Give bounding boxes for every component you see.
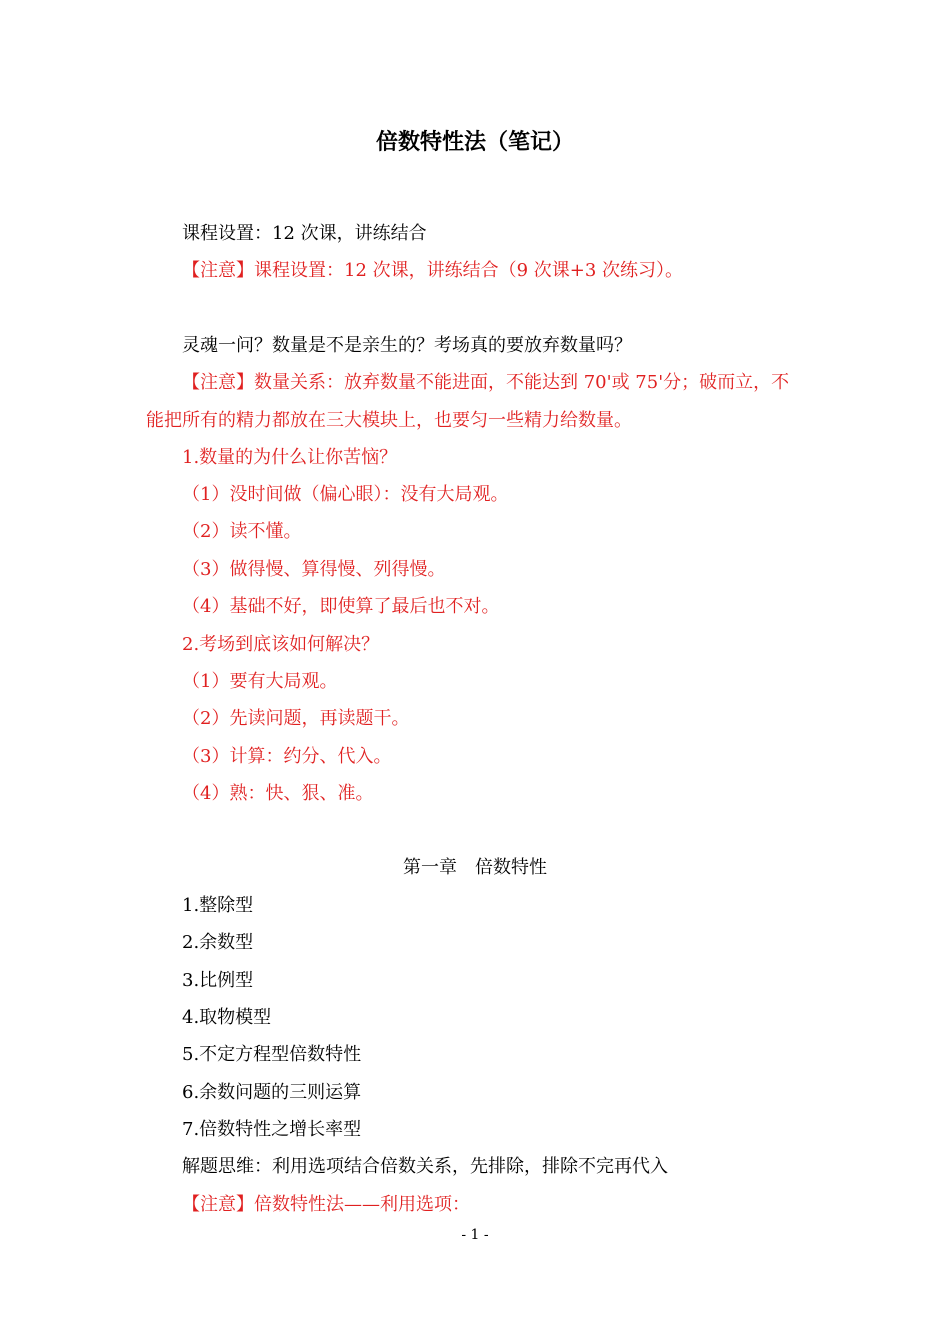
question-2-item: （2）先读问题，再读题干。 bbox=[182, 708, 410, 729]
chapter-title: 第一章 倍数特性 bbox=[403, 857, 547, 878]
note-quantity-line2: 能把所有的精力都放在三大模块上，也要匀一些精力给数量。 bbox=[146, 410, 632, 431]
note-course-setting: 【注意】课程设置：12 次课，讲练结合（9 次课+3 次练习）。 bbox=[182, 260, 684, 281]
chapter-item: 4.取物模型 bbox=[182, 1007, 272, 1028]
solution-thinking: 解题思维：利用选项结合倍数关系，先排除，排除不完再代入 bbox=[182, 1156, 668, 1177]
note-multiple-method: 【注意】倍数特性法——利用选项： bbox=[182, 1194, 470, 1215]
question-2-item: （3）计算：约分、代入。 bbox=[182, 746, 392, 767]
course-setting: 课程设置：12 次课，讲练结合 bbox=[182, 223, 427, 244]
chapter-item: 2.余数型 bbox=[182, 932, 254, 953]
question-1-item: （1）没时间做（偏心眼）：没有大局观。 bbox=[182, 484, 509, 505]
question-1-item: （2）读不懂。 bbox=[182, 521, 302, 542]
question-1-item: （4）基础不好，即使算了最后也不对。 bbox=[182, 596, 500, 617]
question-1: 1.数量的为什么让你苦恼？ bbox=[182, 447, 398, 468]
question-2: 2.考场到底该如何解决？ bbox=[182, 634, 380, 655]
chapter-item: 7.倍数特性之增长率型 bbox=[182, 1119, 362, 1140]
chapter-item: 1.整除型 bbox=[182, 895, 254, 916]
question-2-item: （4）熟：快、狠、准。 bbox=[182, 783, 374, 804]
chapter-item: 3.比例型 bbox=[182, 970, 254, 991]
soul-question: 灵魂一问？数量是不是亲生的？考场真的要放弃数量吗？ bbox=[182, 335, 632, 356]
question-2-item: （1）要有大局观。 bbox=[182, 671, 338, 692]
note-quantity-line1: 【注意】数量关系：放弃数量不能进面，不能达到 70'或 75'分；破而立，不 bbox=[182, 372, 790, 393]
page-number: - 1 - bbox=[461, 1227, 489, 1243]
chapter-item: 6.余数问题的三则运算 bbox=[182, 1082, 362, 1103]
question-1-item: （3）做得慢、算得慢、列得慢。 bbox=[182, 559, 446, 580]
chapter-item: 5.不定方程型倍数特性 bbox=[182, 1044, 362, 1065]
page-title: 倍数特性法（笔记） bbox=[375, 129, 574, 155]
